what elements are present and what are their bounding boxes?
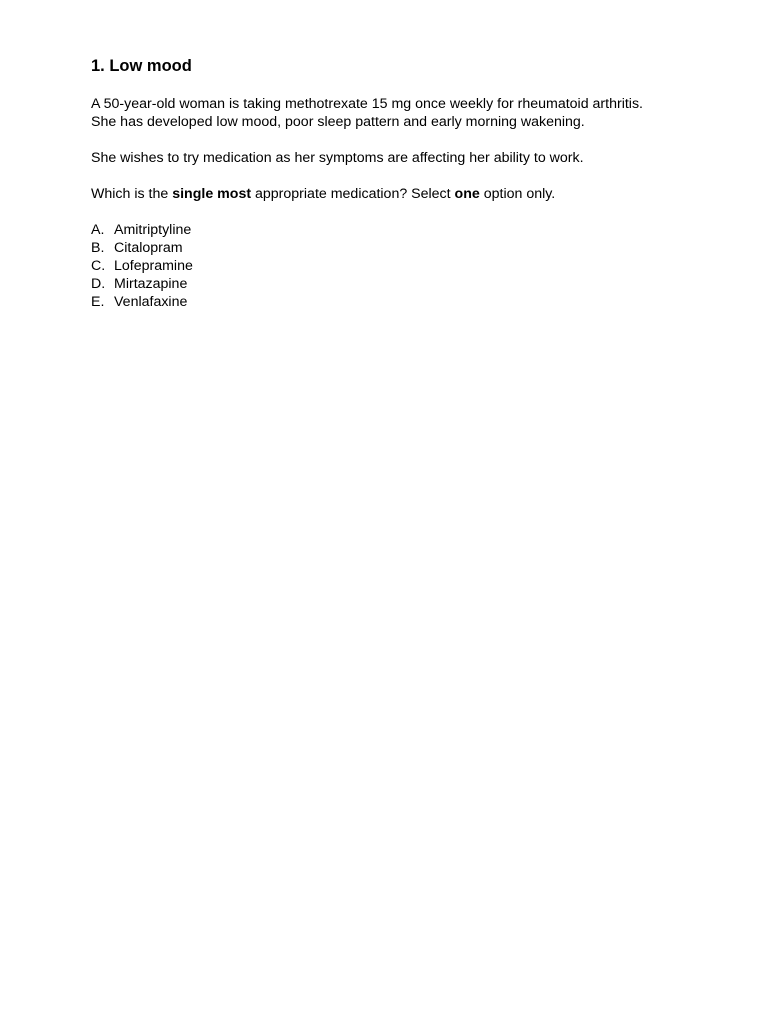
option-text: Mirtazapine: [114, 276, 188, 292]
question-title: 1. Low mood: [91, 57, 192, 75]
option-letter: E.: [91, 294, 105, 310]
option-letter: D.: [91, 276, 106, 292]
patient-wish: She wishes to try medication as her symptoms are affecting her ability to work.: [91, 150, 584, 166]
stem-line-2: She has developed low mood, poor sleep pattern and early morning wakening.: [91, 114, 585, 130]
option-text: Amitriptyline: [114, 222, 192, 238]
prompt-text-3: option only.: [479, 186, 556, 202]
answer-options: [91, 221, 731, 311]
stem-line-1: A 50-year-old woman is taking methotrexate 15 mg once weekly for rheumatoid arthritis.: [91, 96, 643, 112]
option-letter: A.: [91, 222, 105, 238]
option-d: [91, 275, 731, 293]
prompt-emphasis-one: one: [454, 186, 480, 202]
option-letter: C.: [91, 258, 106, 274]
option-e: [91, 293, 731, 311]
prompt-emphasis-single-most: single most: [172, 186, 252, 202]
question-stem: [91, 95, 731, 131]
option-b: [91, 239, 731, 257]
prompt-text-2: appropriate medication? Select: [251, 186, 455, 202]
option-a: [91, 221, 731, 239]
option-text: Citalopram: [114, 240, 183, 256]
option-c: [91, 257, 731, 275]
document-page: [91, 55, 731, 311]
prompt-text-1: Which is the: [91, 186, 173, 202]
option-text: Lofepramine: [114, 258, 193, 274]
question-prompt: [91, 185, 731, 203]
option-text: Venlafaxine: [114, 294, 188, 310]
option-letter: B.: [91, 240, 105, 256]
